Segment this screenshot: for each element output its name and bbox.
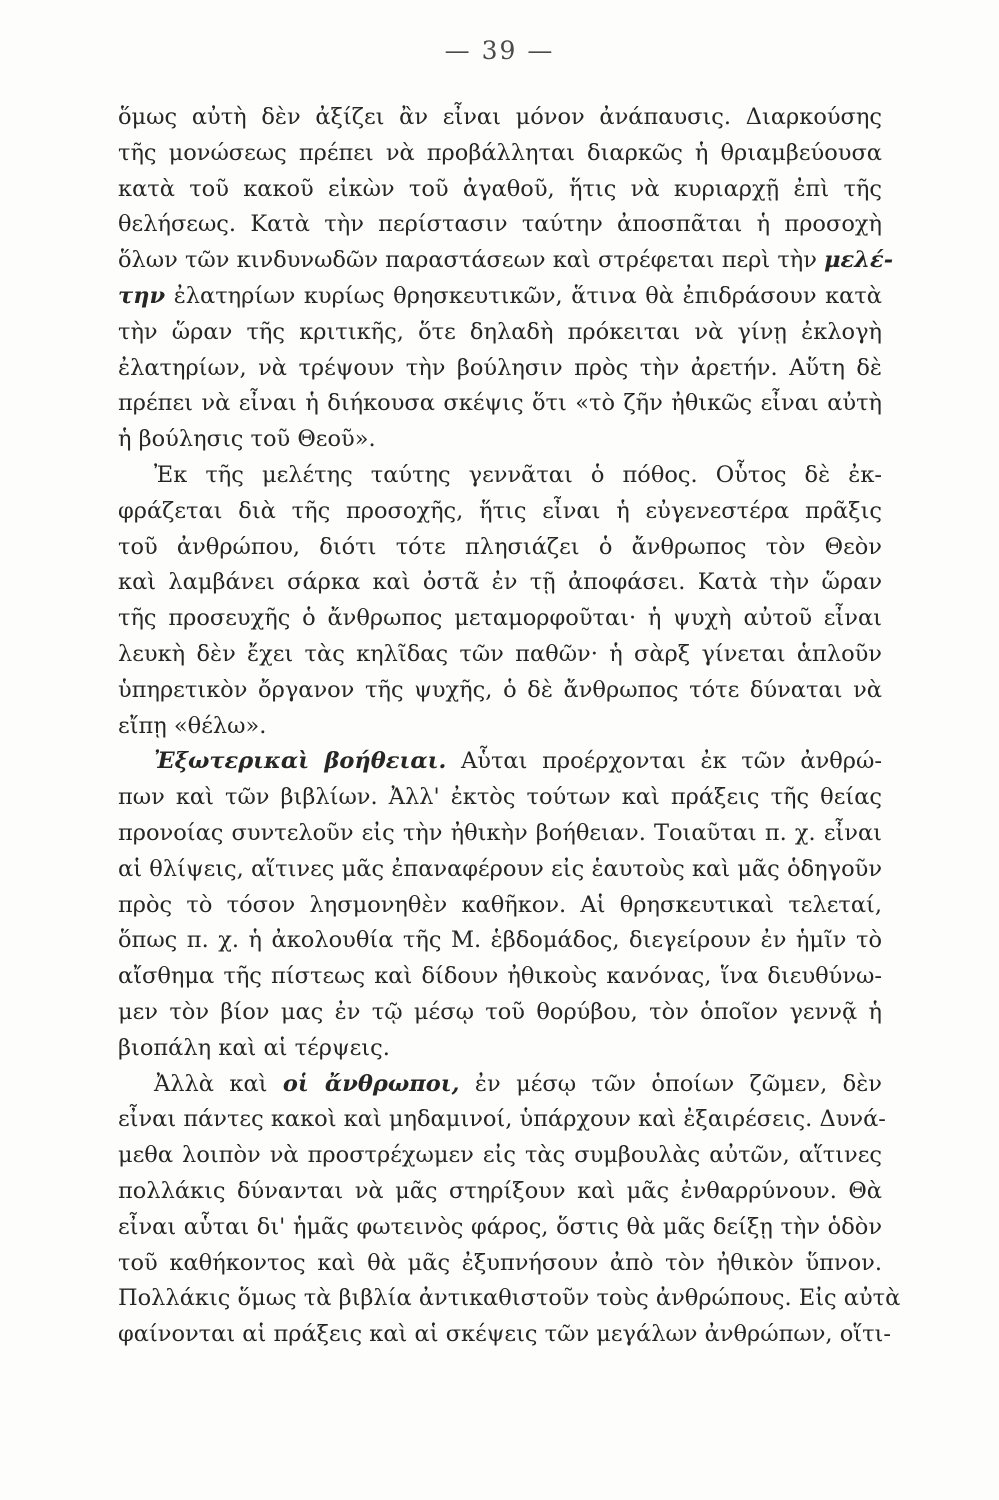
line-text: μεθα λοιπὸν νὰ προστρέχωμεν εἰς τὰς συμβουλὰς αὐτῶν, αἵτινες — [118, 1142, 882, 1169]
text-line — [118, 673, 882, 709]
emphasized-phrase: την — [118, 282, 166, 309]
text-line — [118, 1210, 882, 1246]
text-line — [118, 243, 894, 279]
line-text: προνοίας συντελοῦν εἰς τὴν ἠθικὴν βοήθειαν. Τοιαῦται π. χ. εἶναι — [118, 819, 882, 846]
line-text-continuation: ἐν μέσῳ τῶν ὁποίων ζῶμεν, δὲν — [459, 1070, 882, 1097]
text-line — [118, 207, 882, 243]
text-line — [118, 1317, 891, 1353]
text-line — [118, 172, 882, 208]
line-text-continuation: Αὗται προέρχονται ἐκ τῶν ἀνθρώ- — [446, 748, 882, 775]
text-line — [118, 136, 882, 172]
line-text: τῆς μονώσεως πρέπει νὰ προβάλληται διαρκῶς ἡ θριαμβεύουσα — [118, 139, 882, 166]
line-text: πρέπει νὰ εἶναι ἡ διήκουσα σκέψις ὅτι «τὸ ζῆν ἠθικῶς εἶναι αὐτὴ — [118, 390, 882, 417]
text-line — [118, 1102, 886, 1138]
text-line — [118, 852, 882, 888]
line-text: ὅμως αὐτὴ δὲν ἀξίζει ἂν εἶναι μόνον ἀνάπαυσις. Διαρκούσης — [118, 104, 882, 130]
line-text: Ἐκ τῆς μελέτης ταύτης γεννᾶται ὁ πόθος. Οὗτος δὲ ἐκ- — [154, 461, 882, 488]
line-text: εἶναι αὗται δι' ἡμᾶς φωτεινὸς φάρος, ὅστις θὰ μᾶς δείξῃ τὴν ὁδὸν — [118, 1213, 882, 1240]
text-line — [118, 422, 882, 458]
emphasized-phrase: Ἐξωτερικαὶ βοήθειαι. — [154, 748, 447, 775]
text-line — [118, 923, 882, 959]
text-line — [118, 601, 882, 637]
line-text: ὅπως π. χ. ἡ ἀκολουθία τῆς Μ. ἑβδομάδος, διεγείρουν ἐν ἡμῖν τὸ — [118, 927, 882, 954]
body-text — [118, 100, 901, 1353]
text-line — [118, 1138, 882, 1174]
line-text: αἴσθημα τῆς πίστεως καὶ δίδουν ἠθικοὺς κανόνας, ἵνα διευθύνω- — [118, 963, 882, 990]
text-line — [118, 1174, 882, 1210]
text-line — [118, 565, 882, 601]
line-text: τοῦ ἀνθρώπου, διότι τότε πλησιάζει ὁ ἄνθρωπος τὸν Θεὸν — [118, 533, 882, 560]
line-text: αἱ θλίψεις, αἵτινες μᾶς ἐπαναφέρουν εἰς ἑαυτοὺς καὶ μᾶς ὁδηγοῦν — [118, 855, 882, 882]
text-line — [118, 1031, 882, 1067]
line-text: πων καὶ τῶν βιβλίων. Ἀλλ' ἐκτὸς τούτων καὶ πράξεις τῆς θείας — [118, 784, 882, 811]
line-text: καὶ λαμβάνει σάρκα καὶ ὀστᾶ ἐν τῇ ἀποφάσει. Κατὰ τὴν ὥραν — [118, 569, 882, 596]
text-line — [118, 995, 882, 1031]
text-line — [118, 709, 882, 745]
line-text: τὴν ὥραν τῆς κριτικῆς, ὅτε δηλαδὴ πρόκειται νὰ γίνῃ ἐκλογὴ — [118, 318, 882, 345]
line-text: τῆς προσευχῆς ὁ ἄνθρωπος μεταμορφοῦται· ἡ ψυχὴ αὐτοῦ εἶναι — [118, 605, 882, 632]
line-text: βιοπάλη καὶ αἱ τέρψεις. — [118, 1034, 390, 1061]
page-number: — 39 — — [444, 36, 555, 65]
text-line — [118, 100, 882, 136]
text-line — [118, 315, 882, 351]
line-text: Πολλάκις ὅμως τὰ βιβλία ἀντικαθιστοῦν τοὺς ἀνθρώπους. Εἰς αὐτὰ — [118, 1285, 901, 1312]
line-text: ὅλων τῶν κινδυνωδῶν παραστάσεων καὶ στρέφεται περὶ τὴν — [118, 247, 825, 274]
line-text: πολλάκις δύνανται νὰ μᾶς στηρίξουν καὶ μᾶς ἐνθαρρύνουν. Θὰ — [118, 1177, 882, 1204]
text-line — [118, 888, 882, 924]
line-text: πρὸς τὸ τόσον λησμονηθὲν καθῆκον. Αἱ θρησκευτικαὶ τελεταί, — [118, 891, 882, 918]
text-line — [118, 744, 882, 780]
text-line — [118, 780, 882, 816]
text-line — [118, 637, 882, 673]
line-text: θελήσεως. Κατὰ τὴν περίστασιν ταύτην ἀποσπᾶται ἡ προσοχὴ — [118, 211, 882, 238]
text-line — [118, 1067, 882, 1103]
text-line — [118, 816, 882, 852]
line-text: φαίνονται αἱ πράξεις καὶ αἱ σκέψεις τῶν μεγάλων ἀνθρώπων, οἵτι- — [118, 1321, 891, 1348]
text-line — [118, 494, 882, 530]
line-text: ὑπηρετικὸν ὄργανον τῆς ψυχῆς, ὁ δὲ ἄνθρωπος τότε δύναται νὰ — [118, 676, 882, 703]
text-line — [118, 959, 882, 995]
line-text: λευκὴ δὲν ἔχει τὰς κηλῖδας τῶν παθῶν· ἡ σὰρξ γίνεται ἁπλοῦν — [118, 640, 882, 667]
line-text: φράζεται διὰ τῆς προσοχῆς, ἥτις εἶναι ἡ εὐγενεστέρα πρᾶξις — [118, 497, 882, 524]
line-text: ἐλατηρίων, νὰ τρέψουν τὴν βούλησιν πρὸς τὴν ἀρετήν. Αὕτη δὲ — [118, 354, 882, 381]
text-line — [118, 530, 882, 566]
text-line — [118, 279, 882, 315]
line-text: τοῦ καθήκοντος καὶ θὰ μᾶς ἐξυπνήσουν ἀπὸ τὸν ἠθικὸν ὕπνον. — [118, 1249, 882, 1276]
line-text: Ἀλλὰ καὶ — [154, 1070, 283, 1097]
line-text: μεν τὸν βίον μας ἐν τῷ μέσῳ τοῦ θορύβου, τὸν ὁποῖον γεννᾷ ἡ — [118, 998, 882, 1025]
line-text: κατὰ τοῦ κακοῦ εἰκὼν τοῦ ἀγαθοῦ, ἥτις νὰ κυριαρχῇ ἐπὶ τῆς — [118, 175, 882, 202]
text-line — [118, 1281, 901, 1317]
emphasized-phrase: οἱ ἄνθρωποι, — [282, 1070, 460, 1097]
line-text: ἡ βούλησις τοῦ Θεοῦ». — [118, 426, 376, 453]
text-line — [118, 386, 882, 422]
text-line — [118, 458, 882, 494]
line-text-continuation: ἐλατηρίων κυρίως θρησκευτικῶν, ἅτινα θὰ ἐπιδράσουν κατὰ — [165, 282, 882, 309]
line-text: εἴπῃ «θέλω». — [118, 712, 267, 739]
line-text: εἶναι πάντες κακοὶ καὶ μηδαμινοί, ὑπάρχουν καὶ ἐξαιρέσεις. Δυνά- — [118, 1106, 886, 1133]
text-line — [118, 351, 882, 387]
text-line — [118, 1246, 882, 1282]
emphasized-phrase: μελέ- — [824, 247, 894, 274]
